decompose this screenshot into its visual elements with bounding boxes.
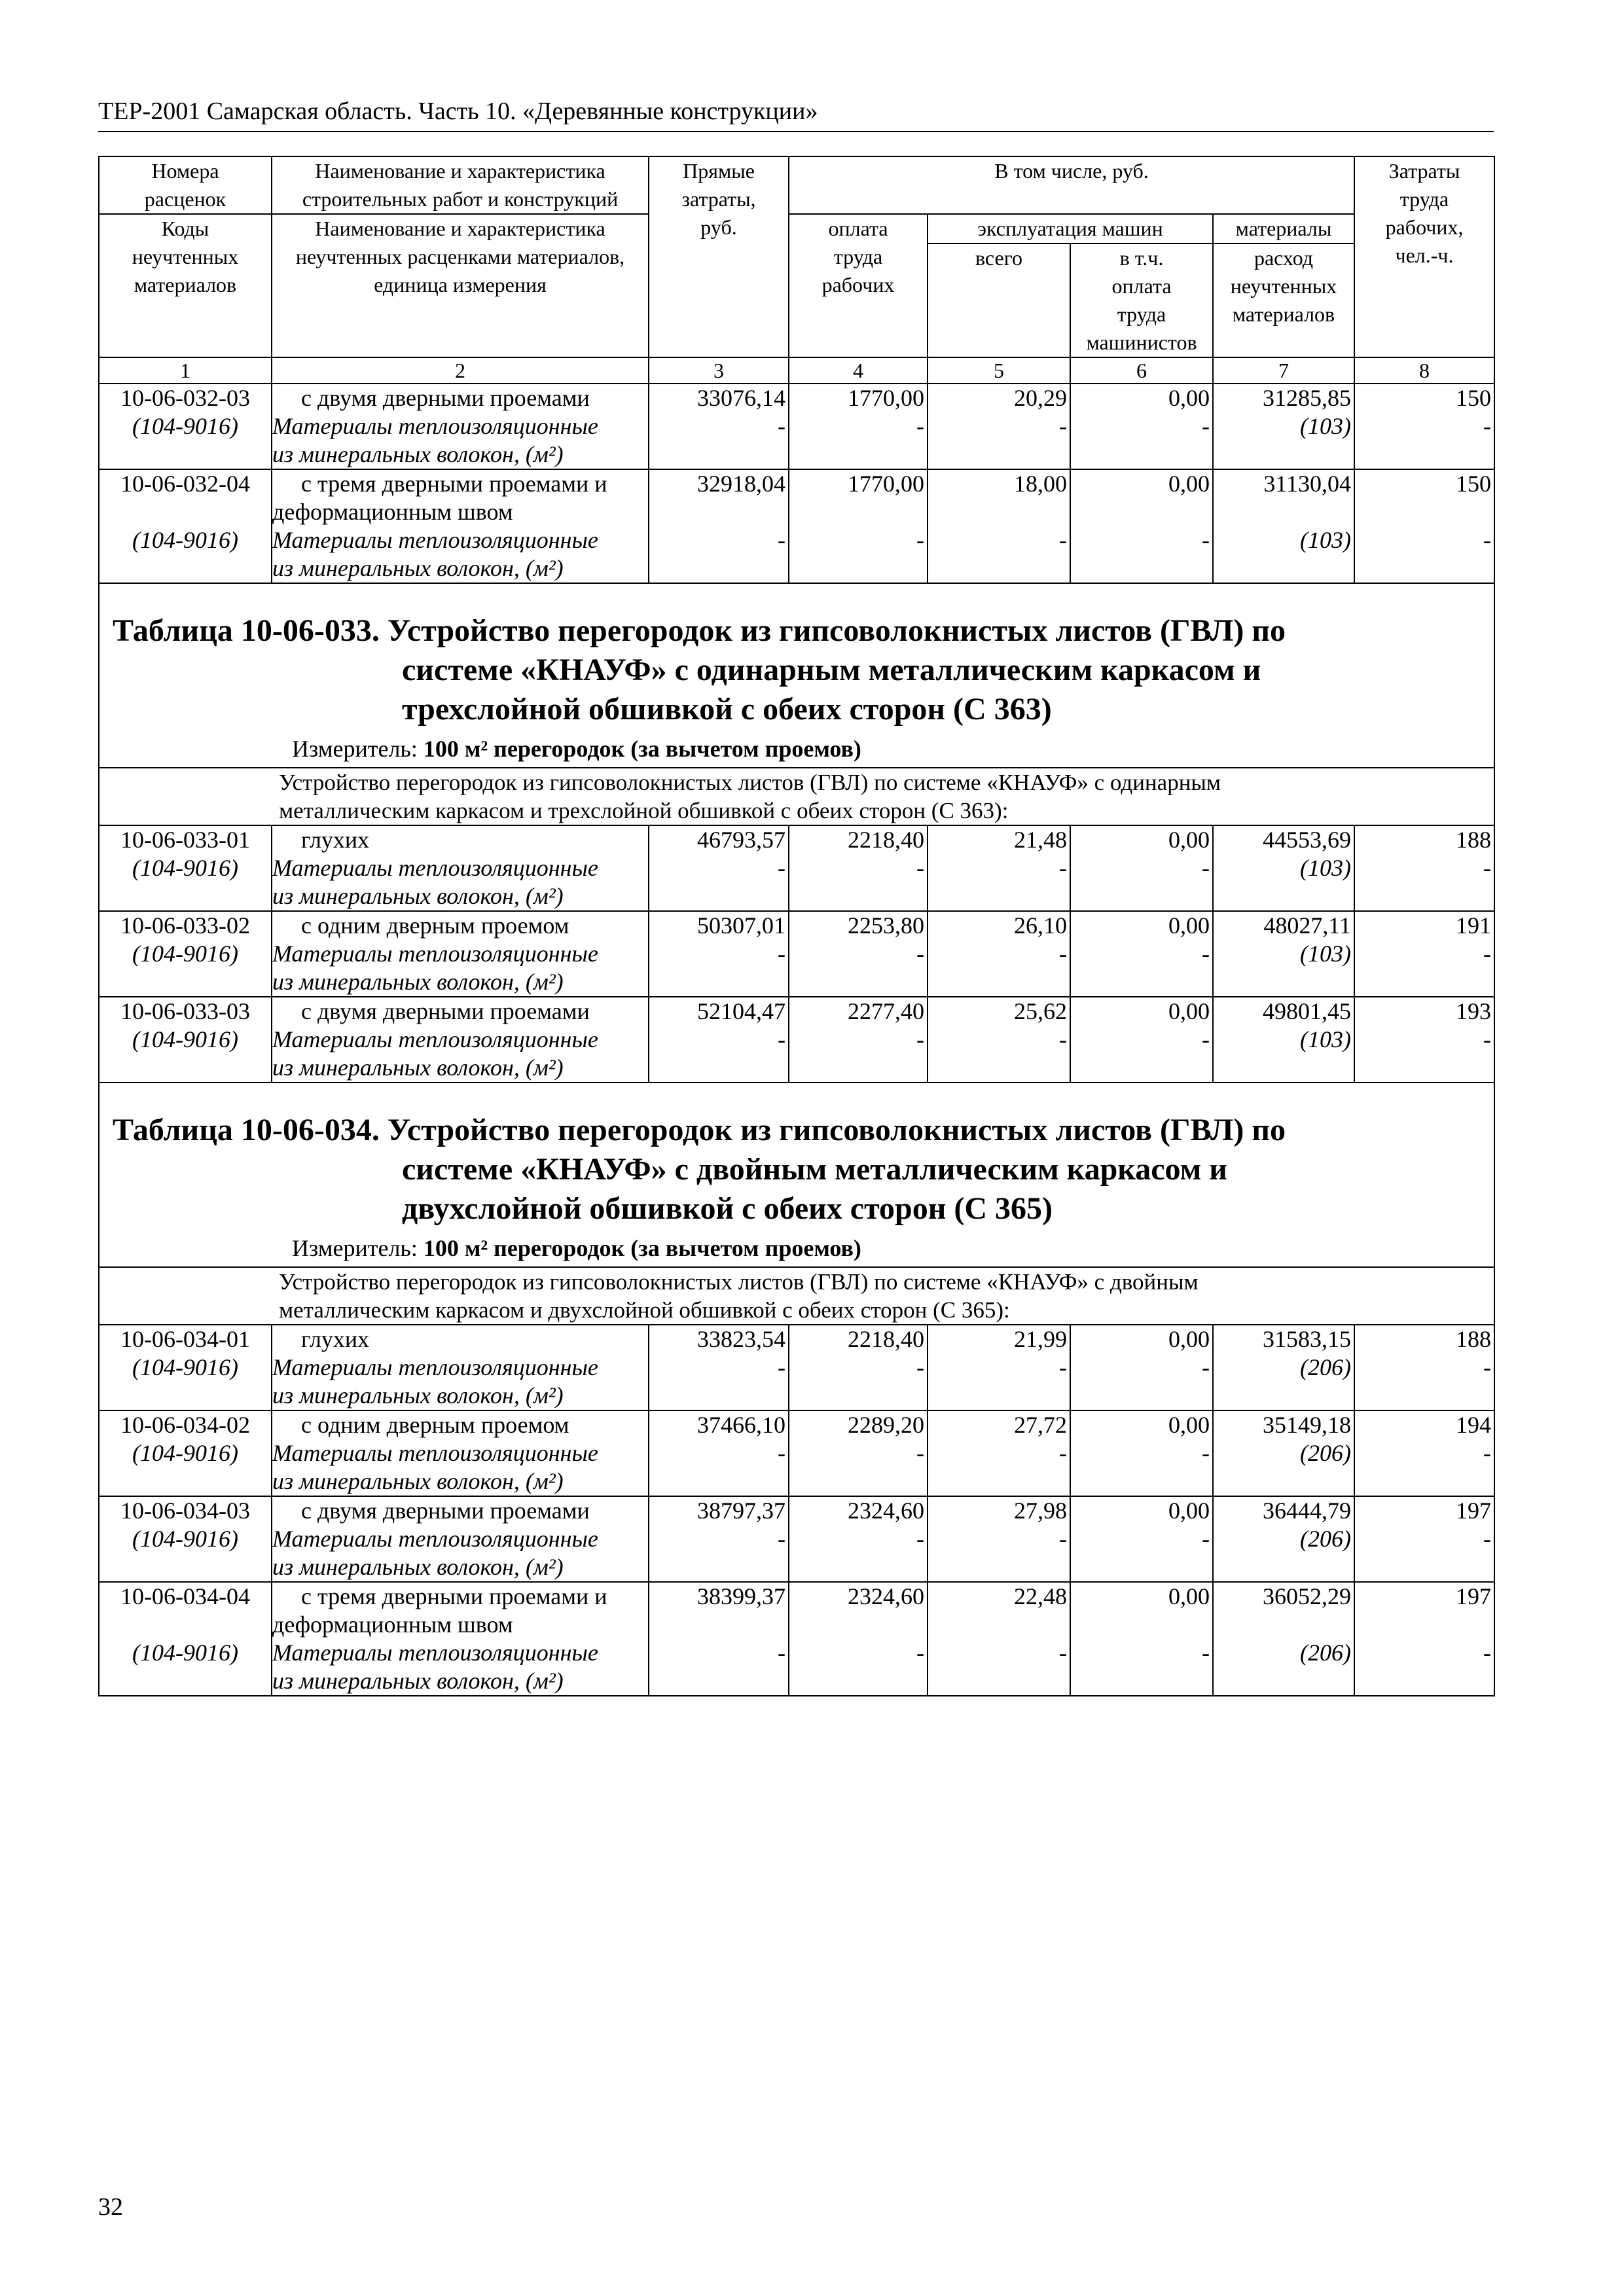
material-name: Материалы теплоизоляционные из минеральных волокон, (м²) [272, 1525, 649, 1582]
material-row [99, 940, 1494, 997]
carryover-section [99, 384, 1494, 583]
col-number: 1 [99, 357, 272, 384]
material-labor-pay: - [789, 1639, 928, 1696]
machine-total: 18,00 [928, 469, 1070, 526]
table-row [99, 384, 1494, 412]
table-row [99, 1582, 1494, 1639]
table-row [99, 469, 1494, 526]
material-machine-total: - [928, 1439, 1070, 1496]
material-machine-total: - [928, 526, 1070, 583]
material-machinist-pay: - [1070, 940, 1213, 997]
rate-code: 10-06-034-02 [99, 1410, 272, 1439]
header-machinist-pay: в т.ч. оплата труда машинистов [1070, 243, 1213, 357]
header-materials: материалы [1213, 214, 1354, 243]
page-number: 32 [98, 2193, 123, 2221]
materials-cost: 36444,79 [1213, 1496, 1354, 1525]
material-labor-pay: - [789, 854, 928, 911]
machinist-pay: 0,00 [1070, 1410, 1213, 1439]
material-row [99, 526, 1494, 583]
rate-name: с двумя дверными проемами [272, 384, 649, 412]
table-034-intro: Устройство перегородок из гипсоволокнистых листов (ГВЛ) по системе «КНАУФ» с двойным металлическим каркасом и двухслойной обшивкой с обеих сторон (С 365): [99, 1267, 1494, 1325]
material-labor-pay: - [789, 1439, 928, 1496]
table-034-section [99, 1083, 1494, 1696]
material-row [99, 1639, 1494, 1696]
rate-code: 10-06-033-02 [99, 911, 272, 940]
material-labor-hours: - [1354, 1026, 1494, 1083]
material-code: (104-9016) [99, 1439, 272, 1496]
col-number: 5 [928, 357, 1070, 384]
machinist-pay: 0,00 [1070, 911, 1213, 940]
material-code: (104-9016) [99, 854, 272, 911]
labor-hours: 188 [1354, 825, 1494, 854]
table-033-title [99, 583, 1494, 768]
labor-pay: 2277,40 [789, 997, 928, 1026]
materials-cost: 35149,18 [1213, 1410, 1354, 1439]
material-labor-hours: - [1354, 412, 1494, 469]
material-machinist-pay: - [1070, 1639, 1213, 1696]
material-name: Материалы теплоизоляционные из минеральных волокон, (м²) [272, 1439, 649, 1496]
material-name: Материалы теплоизоляционные из минеральных волокон, (м²) [272, 412, 649, 469]
material-direct: - [649, 526, 789, 583]
table-033-title-line: Таблица 10-06-033. Устройство перегородок из гипсоволокнистых листов (ГВЛ) по [113, 613, 1286, 648]
material-row [99, 412, 1494, 469]
labor-hours: 188 [1354, 1325, 1494, 1354]
material-quantity: (206) [1213, 1525, 1354, 1582]
material-row [99, 1354, 1494, 1410]
labor-pay: 1770,00 [789, 469, 928, 526]
machine-total: 22,48 [928, 1582, 1070, 1639]
col-number: 6 [1070, 357, 1213, 384]
material-code: (104-9016) [99, 1525, 272, 1582]
material-row [99, 854, 1494, 911]
material-machinist-pay: - [1070, 412, 1213, 469]
labor-pay: 2218,40 [789, 825, 928, 854]
rate-code: 10-06-034-01 [99, 1325, 272, 1354]
material-labor-hours: - [1354, 1439, 1494, 1496]
header-machine-operation: эксплуатация машин [928, 214, 1213, 243]
rate-code: 10-06-032-03 [99, 384, 272, 412]
table-row [99, 1325, 1494, 1354]
labor-pay: 2324,60 [789, 1496, 928, 1525]
material-row [99, 1026, 1494, 1083]
material-machinist-pay: - [1070, 1026, 1213, 1083]
labor-hours: 191 [1354, 911, 1494, 940]
material-quantity: (206) [1213, 1639, 1354, 1696]
material-labor-pay: - [789, 526, 928, 583]
machine-total: 25,62 [928, 997, 1070, 1026]
material-name: Материалы теплоизоляционные из минеральных волокон, (м²) [272, 854, 649, 911]
direct-costs: 50307,01 [649, 911, 789, 940]
labor-pay: 2289,20 [789, 1410, 928, 1439]
material-labor-hours: - [1354, 854, 1494, 911]
material-direct: - [649, 412, 789, 469]
machine-total: 21,99 [928, 1325, 1070, 1354]
material-labor-pay: - [789, 940, 928, 997]
materials-cost: 31583,15 [1213, 1325, 1354, 1354]
material-name: Материалы теплоизоляционные из минеральных волокон, (м²) [272, 1354, 649, 1410]
labor-hours: 194 [1354, 1410, 1494, 1439]
table-header [99, 156, 1494, 384]
labor-hours: 197 [1354, 1582, 1494, 1639]
material-machinist-pay: - [1070, 1354, 1213, 1410]
col-number: 8 [1354, 357, 1494, 384]
material-machine-total: - [928, 1525, 1070, 1582]
material-quantity: (103) [1213, 940, 1354, 997]
header-material-name: Наименование и характеристика неучтенных расценками материалов, единица измерения [272, 214, 649, 357]
material-labor-hours: - [1354, 1354, 1494, 1410]
material-machine-total: - [928, 1026, 1070, 1083]
materials-cost: 31130,04 [1213, 469, 1354, 526]
direct-costs: 32918,04 [649, 469, 789, 526]
table-row [99, 997, 1494, 1026]
material-labor-hours: - [1354, 1525, 1494, 1582]
header-material-codes: Коды неучтенных материалов [99, 214, 272, 357]
header-materials-unaccounted: расход неучтенных материалов [1213, 243, 1354, 357]
table-034-measure: Измеритель: 100 м² перегородок (за вычетом проемов) [292, 1235, 861, 1261]
material-code: (104-9016) [99, 412, 272, 469]
direct-costs: 38797,37 [649, 1496, 789, 1525]
table-033-section [99, 583, 1494, 1083]
table-033-measure: Измеритель: 100 м² перегородок (за вычетом проемов) [292, 736, 861, 762]
header-labor-costs: Затраты труда рабочих, чел.-ч. [1354, 156, 1494, 357]
col-number: 3 [649, 357, 789, 384]
material-code: (104-9016) [99, 1354, 272, 1410]
materials-cost: 48027,11 [1213, 911, 1354, 940]
material-machinist-pay: - [1070, 1525, 1213, 1582]
material-direct: - [649, 1354, 789, 1410]
material-machinist-pay: - [1070, 854, 1213, 911]
header-work-name: Наименование и характеристика строительных работ и конструкций [272, 156, 649, 214]
material-row [99, 1439, 1494, 1496]
header-direct-costs: Прямые затраты, руб. [649, 156, 789, 357]
material-quantity: (103) [1213, 1026, 1354, 1083]
labor-hours: 150 [1354, 384, 1494, 412]
header-machine-total: всего [928, 243, 1070, 357]
material-labor-pay: - [789, 1026, 928, 1083]
material-direct: - [649, 1639, 789, 1696]
table-row [99, 825, 1494, 854]
labor-hours: 150 [1354, 469, 1494, 526]
machine-total: 27,72 [928, 1410, 1070, 1439]
rate-code: 10-06-033-01 [99, 825, 272, 854]
labor-pay: 2253,80 [789, 911, 928, 940]
material-machine-total: - [928, 1354, 1070, 1410]
material-machinist-pay: - [1070, 1439, 1213, 1496]
materials-cost: 49801,45 [1213, 997, 1354, 1026]
rate-name: с одним дверным проемом [272, 1410, 649, 1439]
rate-name: глухих [272, 1325, 649, 1354]
labor-pay: 2218,40 [789, 1325, 928, 1354]
labor-pay: 1770,00 [789, 384, 928, 412]
machine-total: 21,48 [928, 825, 1070, 854]
rate-name: с тремя дверными проемами и деформационным швом [272, 469, 649, 526]
table-034-title-line: Таблица 10-06-034. Устройство перегородок из гипсоволокнистых листов (ГВЛ) по [113, 1113, 1286, 1147]
col-number: 4 [789, 357, 928, 384]
material-machine-total: - [928, 940, 1070, 997]
material-quantity: (103) [1213, 526, 1354, 583]
rate-name: с тремя дверными проемами и деформационным швом [272, 1582, 649, 1639]
header-labor-pay: оплата труда рабочих [789, 214, 928, 357]
material-direct: - [649, 1525, 789, 1582]
material-labor-hours: - [1354, 1639, 1494, 1696]
header-rate-numbers: Номера расценок [99, 156, 272, 214]
table-row [99, 911, 1494, 940]
machinist-pay: 0,00 [1070, 1496, 1213, 1525]
table-033-title-line: системе «КНАУФ» с одинарным металлическим каркасом и [402, 653, 1261, 687]
rate-code: 10-06-032-04 [99, 469, 272, 526]
machine-total: 26,10 [928, 911, 1070, 940]
materials-cost: 36052,29 [1213, 1582, 1354, 1639]
material-code: (104-9016) [99, 1639, 272, 1696]
machinist-pay: 0,00 [1070, 384, 1213, 412]
table-033-title-line: трехслойной обшивкой с обеих сторон (С 363) [402, 692, 1052, 726]
header-including: В том числе, руб. [789, 156, 1354, 214]
material-direct: - [649, 1026, 789, 1083]
machinist-pay: 0,00 [1070, 1582, 1213, 1639]
rates-table [98, 156, 1495, 1696]
table-034-title-line: системе «КНАУФ» с двойным металлическим каркасом и [402, 1152, 1227, 1187]
material-labor-pay: - [789, 1525, 928, 1582]
table-row [99, 1496, 1494, 1525]
machine-total: 20,29 [928, 384, 1070, 412]
rate-name: с двумя дверными проемами [272, 1496, 649, 1525]
machinist-pay: 0,00 [1070, 997, 1213, 1026]
rate-name: с одним дверным проемом [272, 911, 649, 940]
rate-code: 10-06-033-03 [99, 997, 272, 1026]
direct-costs: 52104,47 [649, 997, 789, 1026]
material-labor-pay: - [789, 412, 928, 469]
material-machine-total: - [928, 1639, 1070, 1696]
running-header: ТЕР-2001 Самарская область. Часть 10. «Деревянные конструкции» [98, 98, 818, 125]
material-labor-hours: - [1354, 940, 1494, 997]
material-direct: - [649, 940, 789, 997]
machinist-pay: 0,00 [1070, 825, 1213, 854]
machinist-pay: 0,00 [1070, 469, 1213, 526]
table-row [99, 1410, 1494, 1439]
material-code: (104-9016) [99, 526, 272, 583]
material-labor-hours: - [1354, 526, 1494, 583]
material-name: Материалы теплоизоляционные из минеральных волокон, (м²) [272, 1639, 649, 1696]
rate-code: 10-06-034-04 [99, 1582, 272, 1639]
direct-costs: 38399,37 [649, 1582, 789, 1639]
rate-code: 10-06-034-03 [99, 1496, 272, 1525]
material-name: Материалы теплоизоляционные из минеральных волокон, (м²) [272, 940, 649, 997]
col-number: 2 [272, 357, 649, 384]
machine-total: 27,98 [928, 1496, 1070, 1525]
material-quantity: (103) [1213, 412, 1354, 469]
table-033-intro: Устройство перегородок из гипсоволокнистых листов (ГВЛ) по системе «КНАУФ» с одинарным металлическим каркасом и трехслойной обшивкой с обеих сторон (С 363): [99, 768, 1494, 825]
material-name: Материалы теплоизоляционные из минеральных волокон, (м²) [272, 1026, 649, 1083]
material-machine-total: - [928, 412, 1070, 469]
direct-costs: 46793,57 [649, 825, 789, 854]
material-name: Материалы теплоизоляционные из минеральных волокон, (м²) [272, 526, 649, 583]
material-machinist-pay: - [1070, 526, 1213, 583]
material-direct: - [649, 854, 789, 911]
direct-costs: 33823,54 [649, 1325, 789, 1354]
direct-costs: 33076,14 [649, 384, 789, 412]
labor-hours: 197 [1354, 1496, 1494, 1525]
material-row [99, 1525, 1494, 1582]
rate-name: глухих [272, 825, 649, 854]
material-labor-pay: - [789, 1354, 928, 1410]
materials-cost: 44553,69 [1213, 825, 1354, 854]
table-034-title [99, 1083, 1494, 1267]
materials-cost: 31285,85 [1213, 384, 1354, 412]
labor-pay: 2324,60 [789, 1582, 928, 1639]
material-machine-total: - [928, 854, 1070, 911]
material-quantity: (206) [1213, 1439, 1354, 1496]
table-034-title-line: двухслойной обшивкой с обеих сторон (С 365) [402, 1191, 1053, 1226]
col-number: 7 [1213, 357, 1354, 384]
machinist-pay: 0,00 [1070, 1325, 1213, 1354]
material-quantity: (206) [1213, 1354, 1354, 1410]
direct-costs: 37466,10 [649, 1410, 789, 1439]
material-direct: - [649, 1439, 789, 1496]
labor-hours: 193 [1354, 997, 1494, 1026]
material-code: (104-9016) [99, 1026, 272, 1083]
material-code: (104-9016) [99, 940, 272, 997]
material-quantity: (103) [1213, 854, 1354, 911]
rate-name: с двумя дверными проемами [272, 997, 649, 1026]
header-rule [98, 131, 1494, 132]
